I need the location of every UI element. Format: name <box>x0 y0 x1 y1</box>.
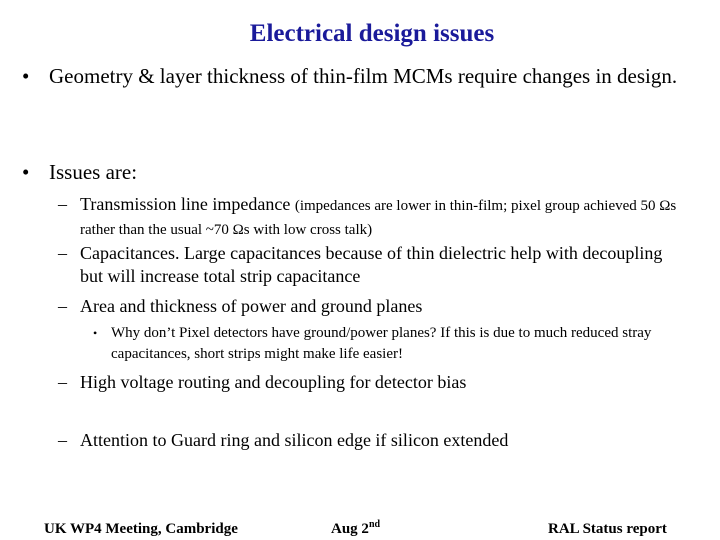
sub-item-text: Attention to Guard ring and silicon edge if silicon extended <box>80 430 509 450</box>
bullet-text: Geometry & layer thickness of thin-film MCMs require changes in design. <box>49 64 678 88</box>
sub-item-text: High voltage routing and decoupling for detector bias <box>80 372 467 392</box>
sub-sub-item-text: Why don’t Pixel detectors have ground/power planes? If this is due to much reduced stray capacitances, short strips might make life easier! <box>111 325 652 362</box>
slide-title: Electrical design issues <box>249 20 495 47</box>
footer-report: RAL Status report <box>548 521 667 537</box>
bullet-text: Issues are: <box>49 160 138 184</box>
dash-marker: – <box>58 194 67 214</box>
footer-date-text: Aug 2 <box>331 521 369 537</box>
footer-date-sup: nd <box>368 519 381 530</box>
footer-date <box>331 520 380 538</box>
dash-marker: – <box>58 243 67 263</box>
bullet-marker: • <box>22 160 30 184</box>
dash-marker: – <box>58 372 67 392</box>
sub-item-note: (impedances are lower in thin-film; pixel group achieved 50 Ωs rather than the usual ~70 Ωs with low cross talk) <box>80 198 677 238</box>
sub-item-text: Capacitances. Large capacitances because of thin dielectric help with decoupling but will increase total strip capacitance <box>80 243 663 286</box>
dot-marker: • <box>93 326 98 340</box>
bullet-marker: • <box>22 64 30 88</box>
sub-item-text <box>80 193 680 241</box>
sub-item-text: Area and thickness of power and ground planes <box>80 296 423 316</box>
dash-marker: – <box>58 430 67 450</box>
dash-marker: – <box>58 296 67 316</box>
sub-item-main: Transmission line impedance <box>80 194 291 214</box>
footer-meeting: UK WP4 Meeting, Cambridge <box>44 521 238 537</box>
